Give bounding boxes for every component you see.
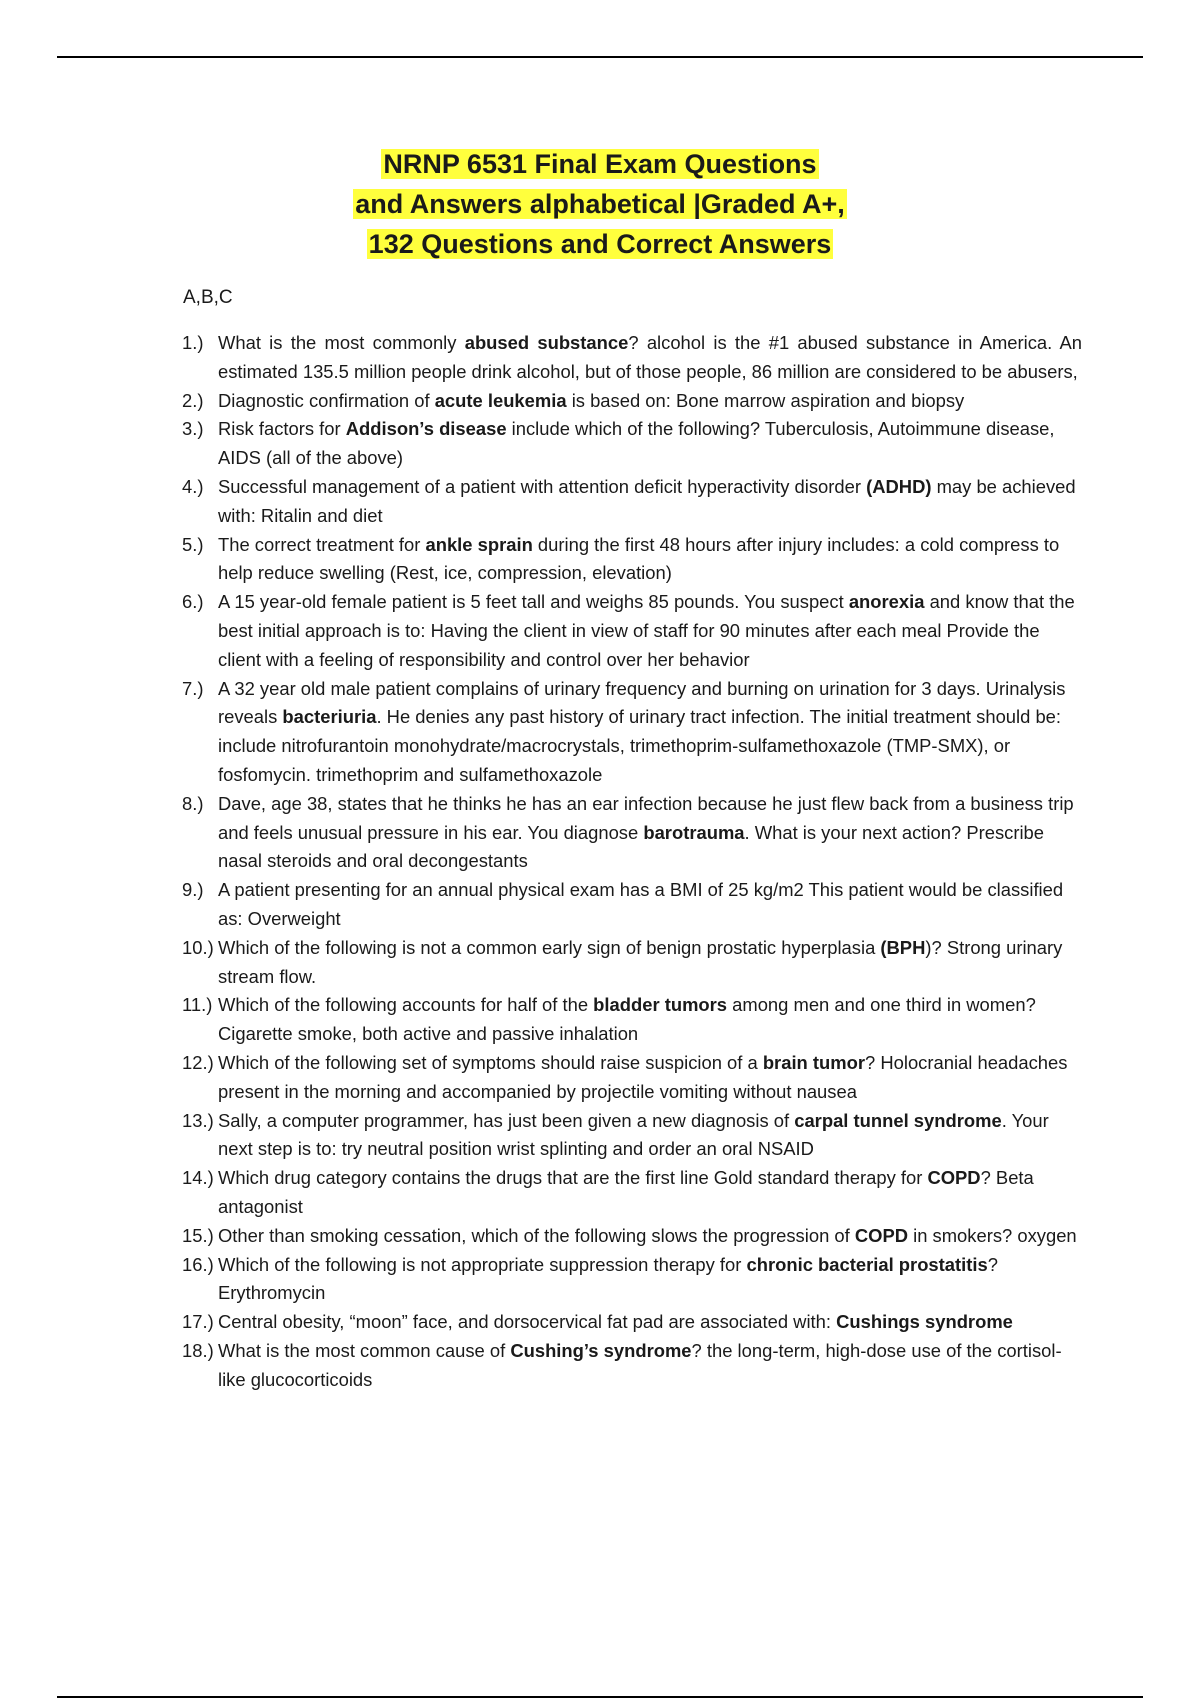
document-title [0,144,1200,264]
question-text [218,418,1055,468]
question-number: 13.) [182,1109,214,1131]
question-keyword: barotrauma [643,821,745,843]
question-text-post: ? alcohol is the #1 abused substance in America. An estimated 135.5 million people drink alcohol, but of those people, 86 million are considered to be abusers, [218,332,1082,382]
question-item [182,1308,1082,1337]
question-keyword: Addison’s disease [345,418,507,440]
question-text [218,390,964,411]
question-text [218,1225,1077,1246]
question-keyword: COPD [927,1167,981,1189]
question-number: 12.) [182,1051,214,1073]
question-item [182,675,1082,790]
question-text-pre: Other than smoking cessation, which of the following slows the progression of [218,1224,855,1246]
question-text-post: ? the long-term, high-dose use of the cortisol-like glucocorticoids [218,1339,1062,1390]
question-item [182,1107,1082,1165]
question-text-pre: What is the most commonly [218,332,465,353]
question-item [182,1049,1082,1107]
question-keyword: bladder tumors [593,994,728,1016]
question-text-post: . Your next step is to: try neutral position wrist splinting and order an oral NSAID [218,1109,1049,1160]
question-keyword: carpal tunnel syndrome [794,1109,1002,1131]
title-line-3: 132 Questions and Correct Answers [368,229,832,259]
question-number: 8.) [182,792,204,814]
question-item [182,1337,1082,1395]
title-line-2: and Answers alphabetical |Graded A+, [355,189,845,219]
question-number: 15.) [182,1224,214,1246]
question-number: 7.) [182,677,204,699]
question-keyword: chronic bacterial prostatitis [746,1253,988,1275]
question-text-pre: A 15 year-old female patient is 5 feet tall and weighs 85 pounds. You suspect [218,591,849,613]
question-text [218,793,1074,872]
question-number: 14.) [182,1167,214,1189]
question-text [218,1052,1067,1102]
question-text-post: ? Erythromycin [218,1253,998,1304]
question-item [182,790,1082,876]
question-text [218,937,1062,987]
question-text [218,476,1076,526]
question-text-post: ? Beta antagonist [218,1167,1034,1217]
question-item [182,329,1082,387]
question-number: 5.) [182,533,204,555]
question-keyword: Cushing’s syndrome [510,1339,692,1361]
question-text-pre: Which of the following is not appropriate suppression therapy for [218,1253,747,1275]
question-text [218,994,1036,1044]
question-keyword: (ADHD) [866,475,932,497]
question-text [218,534,1059,584]
question-item [182,387,1082,416]
top-rule [57,56,1143,58]
question-text-pre: The correct treatment for [218,533,426,555]
question-item [182,588,1082,674]
section-label: A,B,C [183,287,233,308]
question-text [218,1340,1062,1390]
question-keyword: ankle sprain [425,533,533,555]
question-number: 2.) [182,389,204,411]
question-text [218,1167,1034,1217]
question-text-pre: Sally, a computer programmer, has just been given a new diagnosis of [218,1109,795,1131]
question-text-pre: Which of the following accounts for half of the [218,994,594,1016]
question-text-post: ? Holocranial headaches present in the morning and accompanied by projectile vomiting without nausea [218,1051,1068,1102]
question-item [182,1222,1082,1251]
question-keyword: bacteriuria [282,706,377,728]
question-keyword: abused substance [464,332,629,353]
question-keyword: COPD [854,1224,908,1246]
question-text [218,678,1065,785]
question-text-post: include which of the following? Tuberculosis, Autoimmune disease, AIDS (all of the above) [218,418,1055,469]
question-keyword: brain tumor [762,1051,866,1073]
question-text-pre: Risk factors for [218,418,346,440]
question-text-post: among men and one third in women? Cigarette smoke, both active and passive inhalation [218,994,1036,1045]
question-text [218,332,1082,382]
question-number: 16.) [182,1253,214,1275]
question-text-pre: Which of the following is not a common early sign of benign prostatic hyperplasia [218,936,881,958]
question-item [182,934,1082,992]
question-number: 17.) [182,1311,214,1333]
question-text-pre: Which of the following set of symptoms should raise suspicion of a [218,1051,763,1073]
question-text [218,1254,998,1304]
question-number: 10.) [182,936,214,958]
question-text-pre: Dave, age 38, states that he thinks he has an ear infection because he just flew back from a business trip and feels unusual pressure in his ear. You diagnose [218,792,1074,843]
question-number: 4.) [182,475,204,497]
question-number: 9.) [182,879,204,901]
question-number: 1.) [182,332,204,353]
bottom-rule [57,1696,1143,1698]
title-line-1: NRNP 6531 Final Exam Questions [383,149,817,179]
question-keyword: Cushings syndrome [836,1311,1013,1333]
question-item [182,1251,1082,1309]
question-text-pre: Central obesity, “moon” face, and dorsocervical fat pad are associated with: [218,1311,837,1333]
question-number: 11.) [182,994,213,1016]
question-item [182,415,1082,473]
question-text-pre: Which drug category contains the drugs that are the first line Gold standard therapy for [218,1167,928,1189]
question-text-post: during the first 48 hours after injury includes: a cold compress to help reduce swelling (Rest, ice, compression, elevation) [218,533,1060,584]
question-text-post: . What is your next action? Prescribe nasal steroids and oral decongestants [218,821,1045,872]
question-text-post: and know that the best initial approach is to: Having the client in view of staff for 90 minutes after each meal Provide the client with a feeling of responsibility and control over her behavior [218,591,1075,670]
question-item [182,473,1082,531]
question-keyword: (BPH [880,936,926,958]
question-text-pre: What is the most common cause of [218,1339,511,1361]
question-text [218,879,1063,929]
question-list [182,329,1082,1394]
question-keyword: acute leukemia [434,389,567,411]
question-text [218,1311,1013,1332]
question-number: 3.) [182,418,204,440]
question-keyword: anorexia [848,591,925,613]
question-text-pre: Successful management of a patient with attention deficit hyperactivity disorder [218,475,867,497]
question-text [218,591,1075,670]
question-text-pre: A 32 year old male patient complains of urinary frequency and burning on urination for 3 days. Urinalysis reveals [218,677,1066,728]
question-text-post: may be achieved with: Ritalin and diet [218,475,1076,526]
question-number: 18.) [182,1339,214,1361]
question-item [182,1164,1082,1222]
question-item [182,531,1082,589]
question-text [218,1110,1049,1160]
question-text-post: is based on: Bone marrow aspiration and biopsy [566,389,965,411]
question-item [182,876,1082,934]
question-text-post: )? Strong urinary stream flow. [218,936,1063,987]
question-text-pre: Diagnostic confirmation of [218,389,435,411]
question-number: 6.) [182,591,204,613]
question-text-pre: A patient presenting for an annual physical exam has a BMI of 25 kg/m2 This patient would be classified as: Overweight [218,879,1064,929]
question-text-post: . He denies any past history of urinary tract infection. The initial treatment should be: include nitrofurantoin monohydrate/macrocrystals, trimethoprim-sulfamethoxazole (TMP-SMX), or fosfomycin. trimethoprim and sulfamethoxazole [218,706,1062,785]
question-text-post: in smokers? oxygen [908,1224,1077,1246]
question-item [182,991,1082,1049]
